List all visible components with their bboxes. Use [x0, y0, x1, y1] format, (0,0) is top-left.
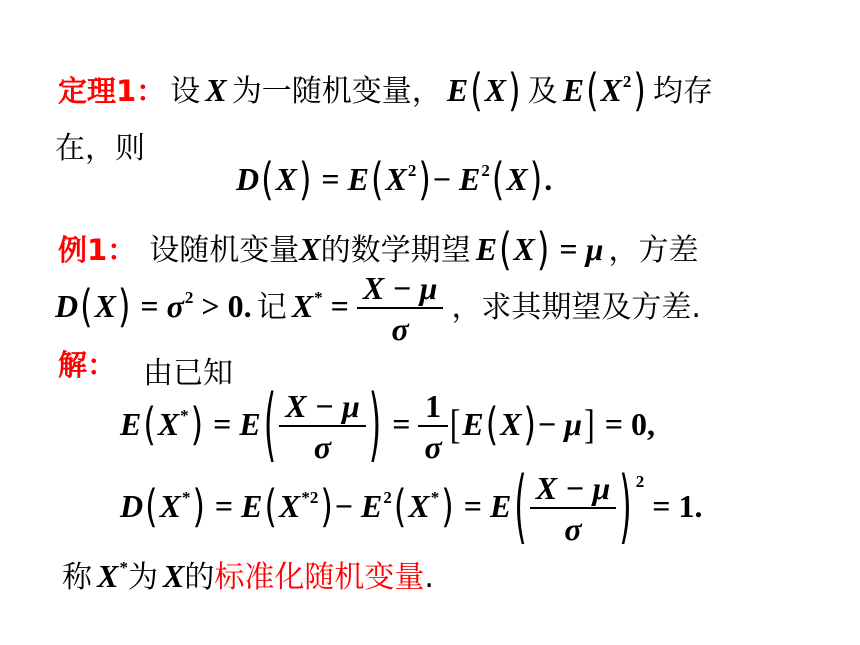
formula-xstar-def: X* = $\frac{X - \mu}{\sigma}$ — [292, 288, 452, 324]
theorem-text-5: 在，则 — [55, 131, 145, 166]
theorem-text-2: 为一随机变量， — [231, 74, 442, 109]
var-x: X — [299, 231, 321, 267]
theorem-text-3: 及 — [527, 74, 558, 109]
formula-ex-mu: E(X) = μ — [475, 222, 604, 276]
solution-label: 解： — [58, 348, 117, 382]
formula-dx-sigma: $D(X) = \sigma^2 > 0$. — [55, 279, 252, 333]
example-text-1: 设随机变量 — [149, 233, 300, 268]
example-line-2 — [55, 270, 701, 349]
fraction: $\frac{X - \mu}{\sigma}$ — [357, 270, 444, 349]
highlight-term: 标准化随机变量 — [214, 560, 425, 595]
formula-ex: E(X) — [446, 63, 521, 117]
example-text-2: 的数学期望 — [320, 233, 471, 268]
variance-formula: $D(X) = E(X^2)- E^2(X)$. — [236, 152, 553, 206]
theorem-text-4: 均存 — [653, 74, 713, 109]
formula-ex2: $E(X^2)$ — [562, 63, 646, 117]
solution-text: 由已知 — [143, 356, 233, 391]
theorem-label: 定理1： — [58, 74, 166, 108]
variance-derivation: $D(X^*) = E(X^{*2})- E^2(X^*) = E$( $\frac{X - \mu}{\sigma}$ ) $^2$ = 1. — [120, 458, 703, 554]
expectation-derivation: E(X*) = E( $\frac{X - \mu}{\sigma}$ ) = $\frac{1}{\sigma}$ [E(X)− μ] = 0, — [120, 376, 655, 472]
conclusion-text-1: 称 — [62, 560, 92, 595]
example-text-3: ，方差 — [608, 233, 699, 268]
var-xstar: X* — [97, 558, 128, 594]
theorem-text-1: 设 — [170, 74, 201, 109]
example-line-1 — [58, 222, 699, 276]
example-label: 例1： — [58, 233, 137, 267]
conclusion-text-4: . — [424, 560, 434, 595]
example-text-4: 记 — [256, 289, 287, 325]
conclusion-text-2: 为 — [127, 560, 158, 595]
var-x: X — [205, 72, 227, 108]
example-text-5: ，求其期望及方差. — [451, 289, 701, 325]
conclusion-text-3: 的 — [184, 560, 215, 595]
theorem-line-1 — [58, 63, 713, 117]
var-x: X — [163, 558, 185, 594]
conclusion-line — [62, 552, 434, 596]
